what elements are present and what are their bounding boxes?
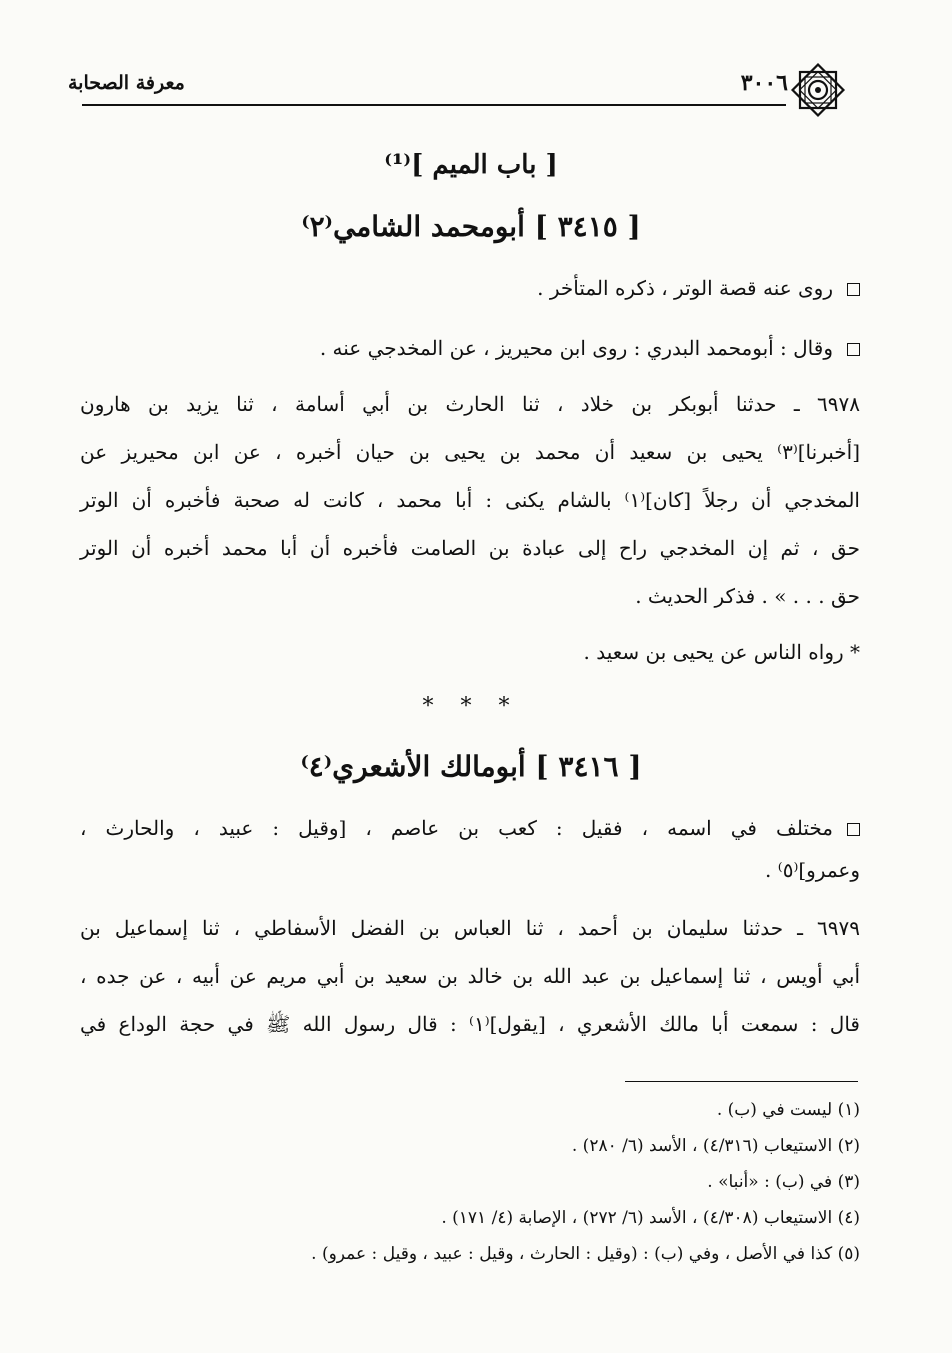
footnote: (٤) الاستيعاب (٤/٣٠٨) ، الأسد (٦/ ٢٧٢) ، الإصابة (٤/ ١٧١) . — [441, 1208, 860, 1228]
bullet-item: روى عنه قصة الوتر ، ذكره المتأخر . — [80, 276, 860, 300]
footnote: (١) ليست في (ب) . — [716, 1100, 860, 1120]
octagram-ornament-icon — [788, 60, 848, 120]
hadith-line: ٦٩٧٩ ـ حدثنا سليمان بن أحمد ، ثنا العباس بن الفضل الأسفاطي ، ثنا إسماعيل بن — [80, 916, 860, 940]
hadith-line: حق . . . » . فذكر الحديث . — [635, 584, 860, 608]
square-bullet-icon — [847, 823, 860, 836]
bullet-item: وقال : أبومحمد البدري : روى ابن محيريز ، عن المخدجي عنه . — [80, 336, 860, 360]
hadith-line: المخدجي أن رجلاً [كان]⁽١⁾ بالشام يكنى : أبا محمد ، كانت له صحبة فأخبره أن الوتر — [80, 488, 860, 512]
footnote: (٢) الاستيعاب (٤/٣١٦) ، الأسد (٦/ ٢٨٠) . — [571, 1136, 860, 1156]
footnote: (٣) في (ب) : «أنبا» . — [707, 1172, 860, 1192]
footnote-rule — [625, 1081, 858, 1082]
hadith-line: حق ، ثم إن المخدجي راح إلى عبادة بن الصامت فأخبره أن أبا محمد أخبره أن الوتر — [80, 536, 860, 560]
page-number: ٣٠٠٦ — [740, 70, 788, 96]
entry-title-3415: [ ٣٤١٥ ] أبومحمد الشامي⁽٢⁾ — [301, 210, 641, 243]
section-separator: * * * — [422, 694, 520, 719]
hadith-line: قال : سمعت أبا مالك الأشعري ، [يقول]⁽١⁾ : قال رسول الله ﷺ في حجة الوداع في — [80, 1012, 860, 1036]
bullet-item-continuation: وعمرو]⁽٥⁾ . — [765, 858, 860, 882]
footnote: (٥) كذا في الأصل ، وفي (ب) : (وقيل : الحارث ، وقيل : عبيد ، وقيل : عمرو) . — [311, 1244, 860, 1264]
square-bullet-icon — [847, 283, 860, 296]
hadith-line: [أخبرنا]⁽٣⁾ يحيى بن سعيد أن محمد بن يحيى بن حيان أخبره ، عن ابن محيريز عن — [80, 440, 860, 464]
hadith-line: ٦٩٧٨ ـ حدثنا أبوبكر بن خلاد ، ثنا الحارث بن أبي أسامة ، ثنا يزيد بن هارون — [80, 392, 860, 416]
entry-title-3416: [ ٣٤١٦ ] أبومالك الأشعري⁽٤⁾ — [300, 750, 642, 783]
book-title: معرفة الصحابة — [68, 72, 185, 94]
square-bullet-icon — [847, 343, 860, 356]
header-rule — [82, 104, 786, 106]
transmission-note: * رواه الناس عن يحيى بن سعيد . — [583, 640, 860, 664]
bullet-item: مختلف في اسمه ، فقيل : كعب بن عاصم ، [وقيل : عبيد ، والحارث ، — [80, 816, 860, 840]
section-title: [ باب الميم ]⁽¹⁾ — [384, 150, 558, 180]
hadith-line: أبي أويس ، ثنا إسماعيل بن عبد الله بن خالد بن سعيد بن أبي مريم عن أبيه ، عن جده ، — [80, 964, 860, 988]
